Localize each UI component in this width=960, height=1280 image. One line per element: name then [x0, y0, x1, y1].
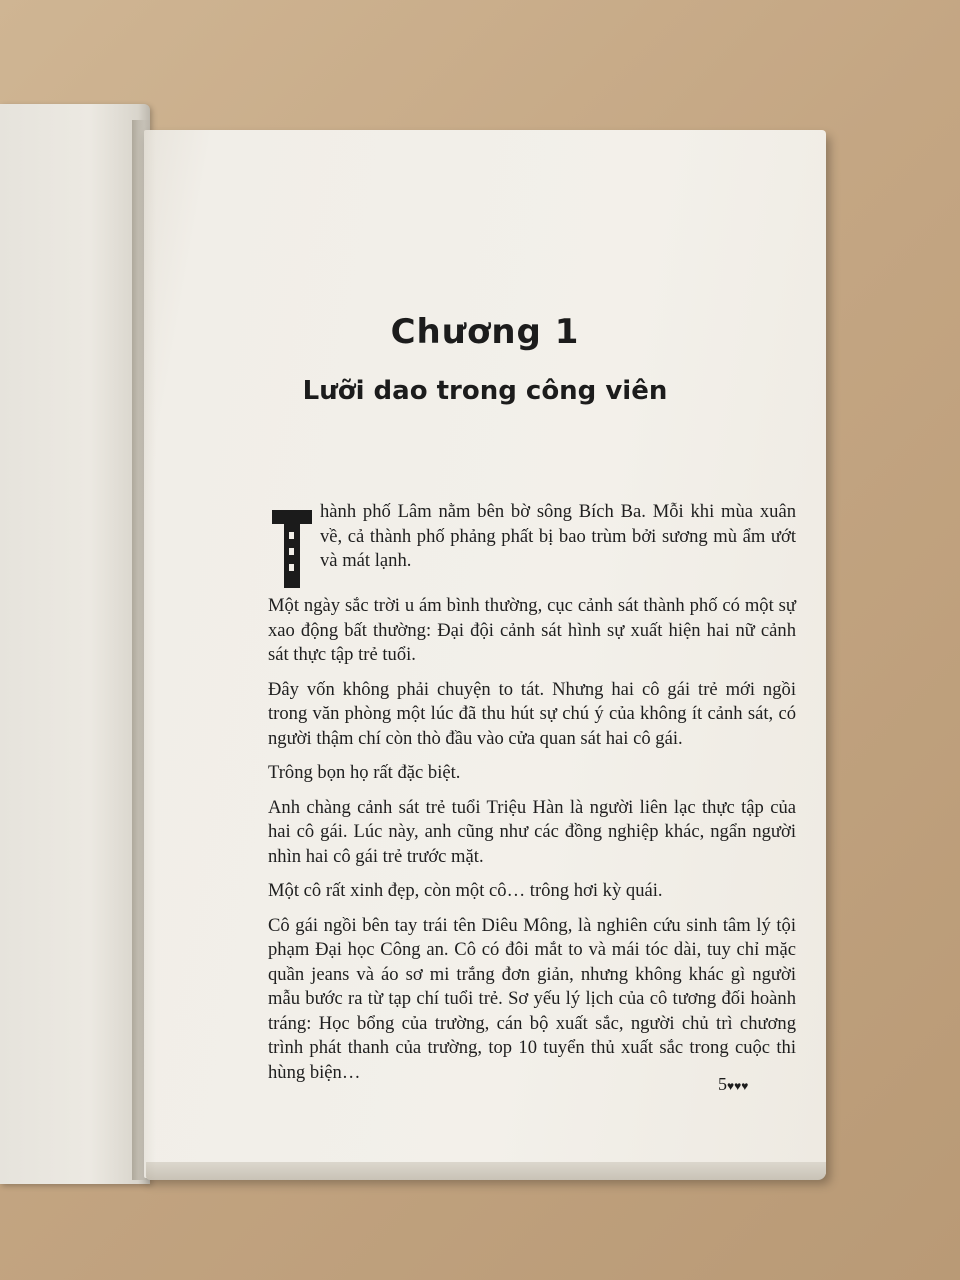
chapter-body: [268, 500, 796, 1095]
chapter-title: Lưỡi dao trong công viên: [302, 376, 668, 406]
paragraph-6: Một cô rất xinh đẹp, còn một cô… trông hơi kỳ quái.: [268, 880, 663, 901]
chapter-number: Chương 1: [390, 312, 580, 352]
page-number-value: 5: [718, 1074, 727, 1094]
book-spine-shadow: [132, 120, 156, 1180]
paragraph-4: Trông bọn họ rất đặc biệt.: [268, 762, 461, 783]
paragraph-3: Đây vốn không phải chuyện to tát. Nhưng hai cô gái trẻ mới ngồi trong văn phòng một lúc đã thu hút sự chú ý của không ít cảnh sát, có người thậm chí còn thò đầu vào cửa quan sát hai cô gái.: [268, 678, 796, 749]
heart-ornament-icon: ♥♥♥: [727, 1079, 749, 1093]
drop-cap: [272, 510, 312, 588]
paragraph-1: [268, 500, 796, 588]
paragraph-5: Anh chàng cảnh sát trẻ tuổi Triệu Hàn là người liên lạc thực tập của hai cô gái. Lúc này, anh cũng như các đồng nghiệp khác, ngẩn người nhìn hai cô gái trẻ trước mặt.: [268, 796, 796, 867]
left-page: [0, 104, 150, 1184]
paragraph-2: Một ngày sắc trời u ám bình thường, cục cảnh sát thành phố có một sự xao động bất thường: Đại đội cảnh sát hình sự xuất hiện hai nữ cảnh sát thực tập trẻ tuổi.: [268, 595, 796, 665]
page-number: [718, 1074, 748, 1095]
paragraph-1-text: hành phố Lâm nằm bên bờ sông Bích Ba. Mỗi khi mùa xuân về, cả thành phố phảng phất bị bao trùm bởi sương mù ẩm ướt và mát lạnh.: [320, 501, 796, 571]
page-edge: [146, 1162, 826, 1180]
paragraph-7: Cô gái ngồi bên tay trái tên Diêu Mông, là nghiên cứu sinh tâm lý tội phạm Đại học Công an. Cô có đôi mắt to và mái tóc dài, tuy chỉ mặc quần jeans và áo sơ mi trắng đơn giản, nhưng không khác gì người mẫu bước ra từ tạp chí tuổi trẻ. Sơ yếu lý lịch của cô tương đối hoành tráng: Học bổng của trường, cán bộ xuất sắc, người chủ trì chương trình phát thanh của trường, top 10 tuyển thủ xuất sắc trong cuộc thi hùng biện…: [268, 914, 796, 1083]
